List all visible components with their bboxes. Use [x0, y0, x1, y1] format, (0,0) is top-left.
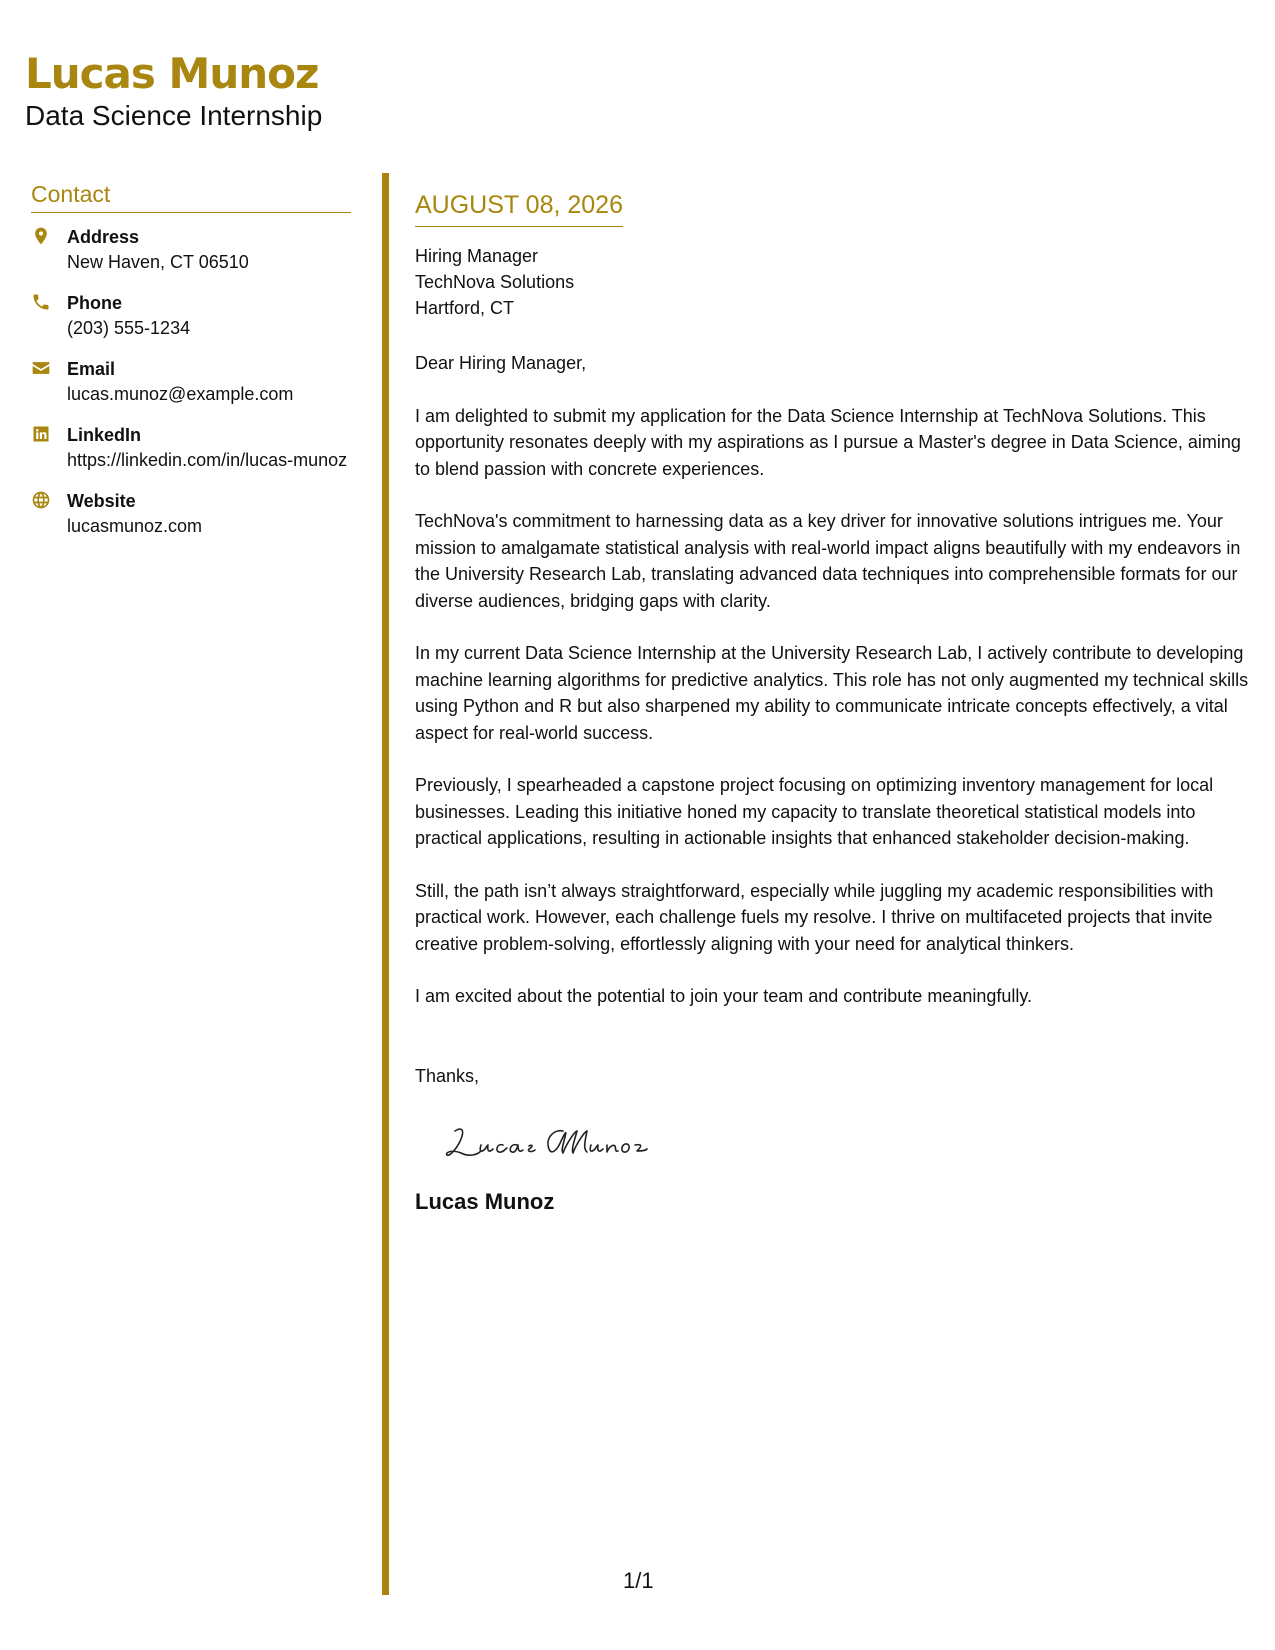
contact-label: Phone	[67, 293, 123, 313]
applied-role: Data Science Internship	[25, 100, 323, 131]
contact-item-website	[31, 489, 351, 539]
map-pin-icon	[31, 225, 67, 275]
phone-icon	[31, 291, 67, 341]
contact-item-linkedin	[31, 423, 351, 473]
applicant-name: Lucas Munoz	[25, 49, 319, 98]
contact-label: Website	[67, 491, 136, 511]
body-paragraph: In my current Data Science Internship at the University Research Lab, I actively contribute to developing machine learning algorithms for predictive analytics. This role has not only augmented my technical skills using Python and R but also sharpened my ability to communicate intricate concepts effectively, a vital aspect for real-world success.	[415, 643, 1249, 743]
contact-label: Address	[67, 227, 140, 247]
recipient-line: TechNova Solutions	[415, 272, 575, 292]
body-paragraph: TechNova's commitment to harnessing data as a key driver for innovative solutions intrigues me. Your mission to amalgamate statistical analysis with real-world impact aligns beautifully with my endeavors in the University Research Lab, translating advanced data techniques into comprehensible formats for our diverse audiences, bridging gaps with clarity.	[415, 511, 1241, 611]
body-paragraph: I am excited about the potential to join your team and contribute meaningfully.	[415, 986, 1033, 1006]
contact-item-email	[31, 357, 351, 407]
contact-heading: Contact	[31, 180, 351, 213]
letter-date: AUGUST 08, 2026	[415, 188, 623, 227]
contact-label: Email	[67, 359, 116, 379]
body-paragraph: Still, the path isn’t always straightforward, especially while juggling my academic responsibilities with practical work. However, each challenge fuels my resolve. I thrive on multifaceted projects that invite creative problem-solving, effortlessly aligning with your need for analytical thinkers.	[415, 880, 1214, 954]
contact-item-address	[31, 225, 351, 275]
globe-icon	[31, 489, 67, 539]
signer-name: Lucas Munoz	[415, 1189, 555, 1214]
contact-value: lucas.munoz@example.com	[67, 384, 294, 404]
letter-body	[415, 188, 1255, 1216]
body-paragraph: I am delighted to submit my application for the Data Science Internship at TechNova Solutions. This opportunity resonates deeply with my aspirations as I pursue a Master's degree in Data Science, aiming to blend passion with concrete experiences.	[415, 405, 1241, 479]
envelope-icon	[31, 357, 67, 407]
contact-value: https://linkedin.com/in/lucas-munoz	[67, 450, 348, 470]
letter-header	[25, 48, 322, 132]
contact-value: lucasmunoz.com	[67, 516, 203, 536]
body-paragraph: Previously, I spearheaded a capstone project focusing on optimizing inventory management for local businesses. Leading this initiative honed my capacity to translate theoretical statistical models into practical applications, resulting in actionable insights that enhanced stakeholder decision-making.	[415, 775, 1214, 848]
recipient-line: Hiring Manager	[415, 246, 539, 266]
contact-item-phone	[31, 291, 351, 341]
contact-value: New Haven, CT 06510	[67, 252, 249, 272]
handwritten-signature	[441, 1111, 1255, 1175]
page-number: 1/1	[623, 1568, 654, 1593]
column-divider	[382, 173, 389, 1595]
salutation: Dear Hiring Manager,	[415, 353, 587, 373]
contact-sidebar	[31, 180, 351, 555]
linkedin-icon	[31, 423, 67, 473]
contact-value: (203) 555-1234	[67, 318, 191, 338]
recipient-block	[415, 243, 1255, 321]
closing: Thanks,	[415, 1065, 480, 1086]
contact-label: LinkedIn	[67, 425, 142, 445]
recipient-line: Hartford, CT	[415, 298, 515, 318]
